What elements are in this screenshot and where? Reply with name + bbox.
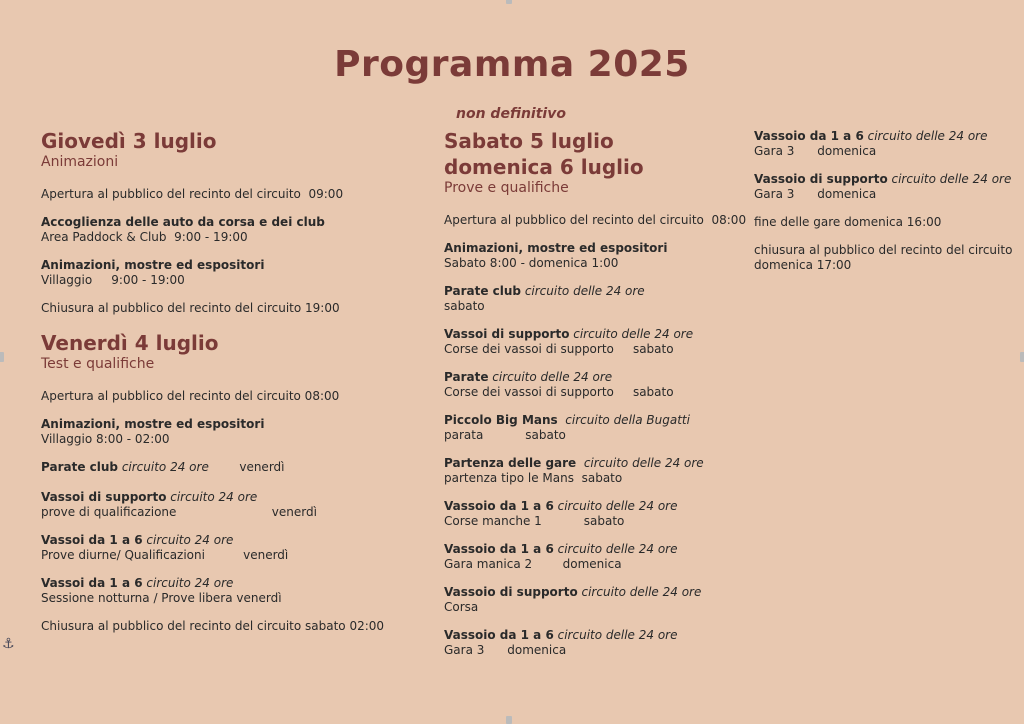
entry-title: Vassoio di supporto: [754, 172, 888, 186]
entry-title-line: [754, 172, 1016, 187]
entry-detail: Corse manche 1 sabato: [444, 514, 625, 528]
entry-title: Animazioni, mostre ed espositori: [41, 258, 265, 272]
entry-detail: Villaggio 8:00 - 02:00: [41, 432, 170, 446]
entry-title: Piccolo Big Mans: [444, 413, 558, 427]
entry-detail: domenica 17:00: [754, 258, 852, 272]
entry-title-line: [444, 284, 744, 299]
anchor-icon[interactable]: ⚓: [2, 636, 15, 652]
entry-detail: Sabato 8:00 - domenica 1:00: [444, 256, 619, 270]
entry-detail: partenza tipo le Mans sabato: [444, 471, 623, 485]
schedule-entry: [444, 585, 744, 615]
entry-title-line: [41, 490, 411, 505]
entry-title-line: [754, 129, 1016, 144]
schedule-entry: [41, 460, 411, 475]
schedule-entry: [41, 533, 411, 563]
schedule-entry: [754, 129, 1016, 159]
entry-detail: chiusura al pubblico del recinto del circuito: [754, 243, 1013, 257]
schedule-entry: [41, 187, 411, 202]
schedule-entry: [444, 327, 744, 357]
friday-entries: [41, 389, 411, 634]
entry-detail: Gara 3 domenica: [754, 144, 877, 158]
schedule-entry: [41, 258, 411, 288]
entry-venue: circuito 24 ore: [166, 490, 258, 504]
column-saturday-sunday: [444, 128, 747, 671]
entry-venue: circuito delle 24 ore: [577, 585, 702, 599]
column-thursday-friday: [41, 128, 411, 647]
entry-title: Vassoi da 1 a 6: [41, 576, 143, 590]
entry-venue: circuito delle 24 ore: [553, 499, 678, 513]
schedule-entry: [41, 215, 411, 245]
entry-detail: Apertura al pubblico del recinto del circuito 09:00: [41, 187, 344, 201]
entry-venue: circuito 24 ore: [142, 533, 234, 547]
entry-venue: circuito 24 ore: [142, 576, 234, 590]
entry-title-line: [444, 327, 744, 342]
day-heading-thursday: Giovedì 3 luglio: [41, 129, 217, 153]
schedule-entry: [754, 243, 1016, 258]
schedule-entry: [754, 215, 1016, 230]
entry-venue: circuito della Bugatti: [557, 413, 690, 427]
entry-title: Vassoi da 1 a 6: [41, 533, 143, 547]
entry-title-line: [41, 215, 411, 230]
schedule-entry: [41, 301, 411, 316]
entry-detail: Gara 3 domenica: [754, 187, 877, 201]
schedule-entry: [444, 241, 744, 271]
entry-title-line: [444, 585, 744, 600]
entry-title: Vassoio di supporto: [444, 585, 578, 599]
sunday-entries: [754, 129, 1016, 273]
entry-title: Vassoi di supporto: [444, 327, 570, 341]
entry-detail: sabato: [444, 299, 485, 313]
schedule-entry: [41, 576, 411, 606]
thursday-entries: [41, 187, 411, 316]
schedule-entry: [41, 417, 411, 447]
entry-title: Parate club: [444, 284, 521, 298]
entry-detail: Apertura al pubblico del recinto del circuito 08:00: [444, 213, 747, 227]
entry-title: Vassoio da 1 a 6: [444, 542, 554, 556]
day-subheading-thursday: Animazioni: [41, 154, 119, 170]
entry-title: Partenza delle gare: [444, 456, 577, 470]
schedule-entry: [444, 542, 744, 572]
entry-venue: circuito delle 24 ore: [887, 172, 1012, 186]
schedule-entry: [444, 499, 744, 529]
schedule-entry: [754, 172, 1016, 202]
entry-venue: circuito delle 24 ore: [553, 628, 678, 642]
entry-title: Animazioni, mostre ed espositori: [444, 241, 668, 255]
entry-detail: Villaggio 9:00 - 19:00: [41, 273, 185, 287]
schedule-entry: [41, 490, 411, 520]
day-heading-friday: Venerdì 4 luglio: [41, 331, 219, 355]
entry-detail: Gara 3 domenica: [444, 643, 567, 657]
entry-title: Vassoio da 1 a 6: [444, 499, 554, 513]
entry-venue: circuito delle 24 ore: [488, 370, 613, 384]
top-edge-handle[interactable]: [506, 0, 512, 4]
entry-title-line: [41, 460, 411, 475]
entry-venue: circuito 24 ore: [118, 460, 209, 474]
entry-title: Parate: [444, 370, 489, 384]
entry-title-line: [41, 258, 411, 273]
entry-venue: circuito delle 24 ore: [521, 284, 645, 298]
entry-detail: Corse dei vassoi di supporto sabato: [444, 342, 674, 356]
entry-title-line: [444, 413, 744, 428]
entry-detail: Gara manica 2 domenica: [444, 557, 622, 571]
entry-detail: Prove diurne/ Qualificazioni venerdì: [41, 548, 289, 562]
entry-day: venerdì: [208, 460, 285, 474]
entry-title-line: [444, 241, 744, 256]
entry-detail: Corse dei vassoi di supporto sabato: [444, 385, 674, 399]
column-sunday-continued: [754, 129, 1016, 286]
page-subtitle: non definitivo: [456, 106, 566, 122]
schedule-entry: [444, 628, 744, 658]
entry-venue: circuito delle 24 ore: [569, 327, 694, 341]
entry-detail: parata sabato: [444, 428, 566, 442]
entry-detail: fine delle gare domenica 16:00: [754, 215, 942, 229]
entry-detail: Area Paddock & Club 9:00 - 19:00: [41, 230, 248, 244]
entry-title-line: [444, 628, 744, 643]
right-edge-handle[interactable]: [1020, 352, 1024, 362]
entry-title: Animazioni, mostre ed espositori: [41, 417, 265, 431]
entry-title-line: [444, 456, 744, 471]
schedule-entry: [444, 213, 747, 228]
entry-title-line: [444, 499, 744, 514]
entry-detail: Chiusura al pubblico del recinto del circuito sabato 02:00: [41, 619, 385, 633]
left-edge-handle[interactable]: [0, 352, 4, 362]
entry-title-line: [444, 370, 744, 385]
entry-venue: circuito delle 24 ore: [576, 456, 704, 470]
page-title: Programma 2025: [334, 44, 690, 85]
entry-title-line: [41, 417, 411, 432]
schedule-entry: [754, 258, 1016, 273]
entry-title-line: [444, 542, 744, 557]
entry-detail: Apertura al pubblico del recinto del circuito 08:00: [41, 389, 340, 403]
entry-title: Vassoio da 1 a 6: [754, 129, 864, 143]
entry-title-line: [41, 576, 411, 591]
entry-venue: circuito delle 24 ore: [553, 542, 678, 556]
entry-detail: Sessione notturna / Prove libera venerdì: [41, 591, 282, 605]
schedule-entry: [444, 413, 744, 443]
day-heading-saturday: Sabato 5 luglio: [444, 129, 614, 153]
bottom-edge-handle[interactable]: [506, 716, 512, 724]
entry-title: Vassoio da 1 a 6: [444, 628, 554, 642]
schedule-entry: [444, 284, 744, 314]
entry-title: Vassoi di supporto: [41, 490, 167, 504]
day-subheading-weekend: Prove e qualifiche: [444, 180, 569, 196]
schedule-entry: [444, 370, 744, 400]
entry-title: Accoglienza delle auto da corsa e dei club: [41, 215, 325, 229]
day-heading-sunday: domenica 6 luglio: [444, 155, 644, 179]
entry-detail: Chiusura al pubblico del recinto del circuito 19:00: [41, 301, 340, 315]
weekend-entries: [444, 213, 747, 658]
schedule-entry: [444, 456, 744, 486]
entry-title: Parate club: [41, 460, 118, 474]
entry-venue: circuito delle 24 ore: [863, 129, 988, 143]
entry-detail: prove di qualificazione venerdì: [41, 505, 317, 519]
day-subheading-friday: Test e qualifiche: [41, 356, 155, 372]
schedule-entry: [41, 389, 411, 404]
entry-detail: Corsa: [444, 600, 479, 614]
entry-title-line: [41, 533, 411, 548]
schedule-entry: [41, 619, 411, 634]
